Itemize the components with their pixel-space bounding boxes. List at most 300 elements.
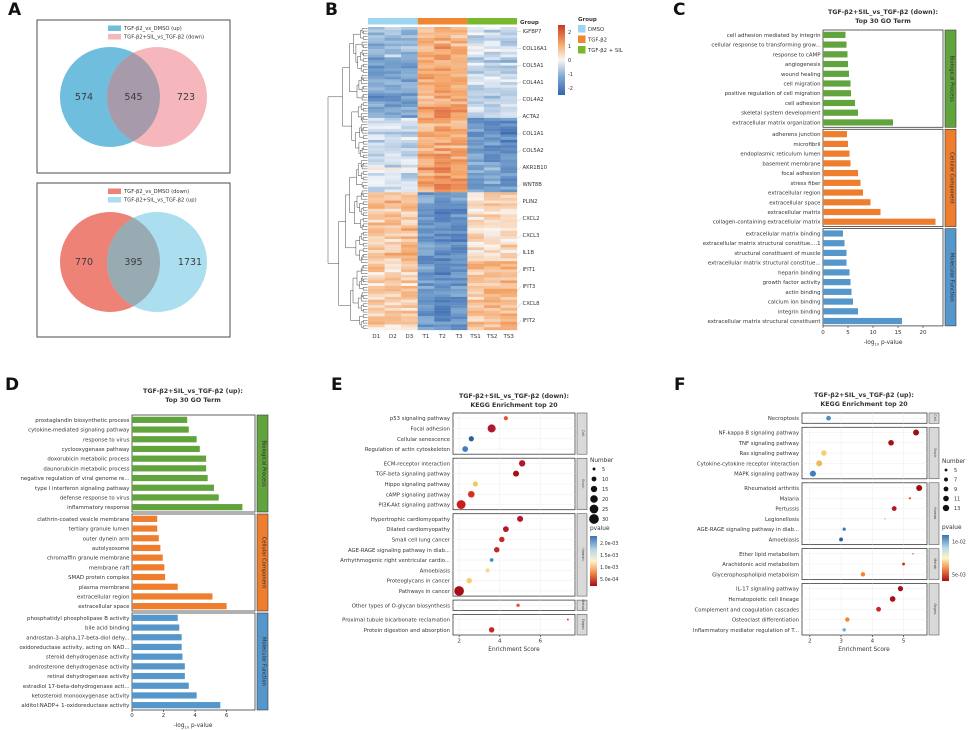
heatmap-cells xyxy=(368,27,517,330)
bar xyxy=(823,308,858,314)
row-label: Inflammatory mediator regulation of T... xyxy=(692,627,799,634)
bar xyxy=(132,545,160,551)
heatmap-cell xyxy=(484,165,501,168)
heatmap-cell xyxy=(484,198,501,201)
row-dendrogram xyxy=(328,28,368,328)
heatmap-cell xyxy=(484,192,501,195)
heatmap-cell xyxy=(467,225,484,228)
heatmap-cell xyxy=(368,156,385,159)
heatmap-cell xyxy=(401,258,418,261)
heatmap-cell xyxy=(401,57,418,60)
heatmap-cell xyxy=(484,162,501,165)
heatmap-cell xyxy=(368,324,385,327)
heatmap-cell xyxy=(484,112,501,115)
heatmap-cell xyxy=(401,55,418,58)
row-label: Necroptosis xyxy=(767,416,799,423)
gene-connector xyxy=(518,252,522,256)
venn-count: 574 xyxy=(74,92,94,103)
heatmap-cell xyxy=(500,223,517,226)
heatmap-cell xyxy=(434,201,451,204)
heatmap-cell xyxy=(500,77,517,80)
heatmap-cell xyxy=(500,198,517,201)
dot xyxy=(567,619,569,621)
facet-strip-label: Envir. xyxy=(581,479,585,489)
heatmap-cell xyxy=(434,145,451,148)
bar xyxy=(823,199,871,205)
dot xyxy=(517,516,523,522)
row-label: Protein digestion and absorption xyxy=(363,627,450,634)
heatmap-cell xyxy=(418,129,435,132)
bar-label: extracellular region xyxy=(767,190,821,197)
heatmap-cell xyxy=(434,291,451,294)
heatmap-cell xyxy=(451,184,468,187)
dot xyxy=(826,416,831,421)
heatmap-cell xyxy=(467,159,484,162)
dot xyxy=(909,497,911,499)
facet-frame xyxy=(453,614,575,635)
bar-label: extracellular space xyxy=(78,604,130,611)
heatmap-cell xyxy=(418,143,435,146)
bar-label: skeletal system development xyxy=(741,110,821,117)
heatmap-cell xyxy=(484,206,501,209)
heatmap-cell xyxy=(401,154,418,157)
bar-label: actin binding xyxy=(785,289,821,296)
column-label: D3 xyxy=(405,334,414,340)
column-label: TS2 xyxy=(486,334,498,340)
heatmap-cell xyxy=(500,239,517,242)
chart-title: Top 30 GO Term xyxy=(855,18,911,25)
dot xyxy=(519,460,525,466)
heatmap-cell xyxy=(467,220,484,223)
size-legend-dot xyxy=(590,505,599,514)
heatmap-cell xyxy=(418,71,435,74)
heatmap-cell xyxy=(451,77,468,80)
heatmap-cell xyxy=(418,187,435,190)
heatmap-cell xyxy=(484,291,501,294)
heatmap-cell xyxy=(401,134,418,137)
heatmap-cell xyxy=(418,118,435,121)
heatmap-cell xyxy=(368,308,385,311)
heatmap-cell xyxy=(401,223,418,226)
heatmap-cell xyxy=(451,118,468,121)
heatmap-cell xyxy=(385,258,402,261)
heatmap-cell xyxy=(451,239,468,242)
heatmap-cell xyxy=(385,82,402,85)
heatmap-cell xyxy=(368,118,385,121)
heatmap-cell xyxy=(385,209,402,212)
heatmap-cell xyxy=(500,112,517,115)
heatmap-cell xyxy=(467,253,484,256)
heatmap-cell xyxy=(451,49,468,52)
bar-label: structural constituent of muscle xyxy=(734,250,821,257)
heatmap-cell xyxy=(434,140,451,143)
gene-connector xyxy=(518,201,522,204)
colorbar-tick: 0 xyxy=(568,58,572,64)
heatmap-cell xyxy=(418,247,435,250)
heatmap-cell xyxy=(467,231,484,234)
heatmap-cell xyxy=(434,212,451,215)
column-label: D2 xyxy=(388,334,397,340)
heatmap-cell xyxy=(500,316,517,319)
bar xyxy=(823,110,858,116)
heatmap-cell xyxy=(467,101,484,104)
bar xyxy=(132,426,189,432)
heatmap-cell xyxy=(401,220,418,223)
heatmap-cell xyxy=(385,256,402,259)
heatmap-cell xyxy=(385,96,402,99)
heatmap-cell xyxy=(401,41,418,44)
heatmap-cell xyxy=(451,33,468,36)
heatmap-cell xyxy=(368,187,385,190)
panel-label-a: A xyxy=(8,0,22,20)
heatmap-cell xyxy=(385,140,402,143)
facet-frame xyxy=(453,514,575,596)
gene-label: IFIT1 xyxy=(522,267,536,273)
heatmap-cell xyxy=(401,236,418,239)
bar-label: adherens junction xyxy=(772,132,821,139)
heatmap-cell xyxy=(385,280,402,283)
heatmap-cell xyxy=(467,195,484,198)
heatmap-cell xyxy=(401,90,418,93)
heatmap-cell xyxy=(484,66,501,69)
heatmap-cell xyxy=(451,256,468,259)
heatmap-cell xyxy=(418,156,435,159)
heatmap-cell xyxy=(401,137,418,140)
heatmap-cell xyxy=(368,74,385,77)
heatmap-cell xyxy=(484,71,501,74)
gene-connector xyxy=(518,269,522,273)
heatmap-cell xyxy=(467,33,484,36)
heatmap-cell xyxy=(467,104,484,107)
heatmap-cell xyxy=(385,308,402,311)
heatmap-cell xyxy=(401,176,418,179)
bar-label: inflammatory response xyxy=(67,505,130,512)
heatmap-cell xyxy=(434,55,451,58)
heatmap-cell xyxy=(484,267,501,270)
heatmap-cell xyxy=(500,165,517,168)
heatmap-cell xyxy=(451,212,468,215)
heatmap-cell xyxy=(451,269,468,272)
row-label: TNF signaling pathway xyxy=(738,440,799,447)
heatmap-cell xyxy=(418,104,435,107)
heatmap-cell xyxy=(451,137,468,140)
heatmap-cell xyxy=(451,57,468,60)
heatmap-cell xyxy=(484,123,501,126)
bar-label: androsterone dehydrogenase activity xyxy=(28,664,130,671)
heatmap-cell xyxy=(500,99,517,102)
heatmap-cell xyxy=(401,247,418,250)
bar xyxy=(823,260,847,266)
row-label: TGF-beta signaling pathway xyxy=(375,471,450,478)
heatmap-cell xyxy=(467,261,484,264)
heatmap-cell xyxy=(401,234,418,237)
heatmap-cell xyxy=(385,272,402,275)
heatmap-cell xyxy=(467,107,484,110)
heatmap-cell xyxy=(401,242,418,245)
column-label: T2 xyxy=(439,334,446,340)
venn-count: 395 xyxy=(124,257,143,268)
heatmap-cell xyxy=(418,228,435,231)
colorbar-tick: 2 xyxy=(568,30,572,36)
heatmap-cell xyxy=(451,145,468,148)
heatmap-cell xyxy=(418,27,435,30)
heatmap-cell xyxy=(500,203,517,206)
heatmap-cell xyxy=(434,214,451,217)
heatmap-cell xyxy=(434,206,451,209)
axis-tick-label: 3 xyxy=(839,638,843,645)
heatmap-cell xyxy=(451,206,468,209)
heatmap-cell xyxy=(401,162,418,165)
heatmap-cell xyxy=(368,101,385,104)
heatmap-cell xyxy=(434,250,451,253)
heatmap-cell xyxy=(401,322,418,325)
heatmap-cell xyxy=(434,129,451,132)
heatmap-cell xyxy=(500,327,517,330)
bar-label: retinal dehydrogenase activity xyxy=(47,674,130,681)
chart-title: TGF-β2+SIL_vs_TGF-β2 (up): xyxy=(143,388,243,395)
heatmap-cell xyxy=(385,63,402,66)
bar-label: response to virus xyxy=(83,437,130,444)
heatmap-cell xyxy=(368,201,385,204)
heatmap-cell xyxy=(385,170,402,173)
heatmap-cell xyxy=(500,286,517,289)
gene-label: IFIT3 xyxy=(522,284,536,290)
heatmap-cell xyxy=(418,52,435,55)
heatmap-cell xyxy=(418,145,435,148)
heatmap-cell xyxy=(500,181,517,184)
annotation-title: Group xyxy=(520,20,539,26)
heatmap-cell xyxy=(385,151,402,154)
heatmap-cell xyxy=(418,316,435,319)
heatmap-cell xyxy=(368,41,385,44)
heatmap-cell xyxy=(467,311,484,314)
heatmap-cell xyxy=(451,327,468,330)
facet-strip-label: Organ. xyxy=(933,603,937,615)
heatmap-cell xyxy=(484,228,501,231)
heatmap-cell xyxy=(385,162,402,165)
heatmap-cell xyxy=(418,269,435,272)
row-label: Legionellosis xyxy=(765,516,799,523)
heatmap-cell xyxy=(484,148,501,151)
heatmap-cell xyxy=(484,46,501,49)
heatmap-cell xyxy=(500,278,517,281)
heatmap-cell xyxy=(484,115,501,118)
heatmap-cell xyxy=(418,302,435,305)
heatmap-cell xyxy=(385,156,402,159)
heatmap-cell xyxy=(500,294,517,297)
heatmap-cell xyxy=(451,214,468,217)
heatmap-cell xyxy=(484,159,501,162)
heatmap-cell xyxy=(385,71,402,74)
heatmap-cell xyxy=(418,49,435,52)
heatmap-cell xyxy=(368,137,385,140)
heatmap-cell xyxy=(385,134,402,137)
heatmap-cell xyxy=(451,60,468,63)
heatmap-cell xyxy=(451,93,468,96)
column-label: TS1 xyxy=(470,334,481,340)
heatmap-cell xyxy=(385,247,402,250)
bar-label: wound healing xyxy=(780,71,821,78)
heatmap-cell xyxy=(467,245,484,248)
heatmap-cell xyxy=(500,283,517,286)
heatmap-cell xyxy=(368,319,385,322)
heatmap-cell xyxy=(434,324,451,327)
legend-label: TGF-β2_vs_DMSO (up) xyxy=(124,26,182,33)
heatmap-cell xyxy=(467,110,484,113)
heatmap-cell xyxy=(500,118,517,121)
facet-strip-label: Cellular Component xyxy=(948,152,955,204)
row-label: Ras signaling pathway xyxy=(739,451,799,458)
heatmap-cell xyxy=(484,234,501,237)
heatmap-cell xyxy=(484,245,501,248)
bar-label: heparin binding xyxy=(778,270,821,277)
heatmap-cell xyxy=(434,33,451,36)
heatmap-cell xyxy=(484,30,501,33)
heatmap-cell xyxy=(434,294,451,297)
heatmap-cell xyxy=(401,327,418,330)
gene-label: ACTA2 xyxy=(522,114,540,120)
heatmap-cell xyxy=(451,165,468,168)
heatmap-cell xyxy=(368,300,385,303)
pvalue-tick-label: 5e-03 xyxy=(952,573,966,579)
heatmap-cell xyxy=(418,212,435,215)
heatmap-cell xyxy=(418,154,435,157)
heatmap-cell xyxy=(418,55,435,58)
heatmap-cell xyxy=(368,145,385,148)
heatmap-cell xyxy=(484,311,501,314)
heatmap-cell xyxy=(434,112,451,115)
heatmap-cell xyxy=(484,107,501,110)
bar xyxy=(132,417,187,423)
heatmap-cell xyxy=(418,231,435,234)
heatmap-cell xyxy=(484,118,501,121)
heatmap-cell xyxy=(368,234,385,237)
bar xyxy=(132,516,157,522)
heatmap-cell xyxy=(484,145,501,148)
bar-label: cellular response to transforming grow... xyxy=(711,42,821,49)
heatmap-cell xyxy=(451,253,468,256)
bar xyxy=(132,692,197,698)
heatmap-cell xyxy=(368,261,385,264)
heatmap-cell xyxy=(385,294,402,297)
bar-label: angiogenesis xyxy=(784,62,821,69)
bar-label: endoplasmic reticulum lumen xyxy=(740,151,821,158)
heatmap-cell xyxy=(401,209,418,212)
heatmap-cell xyxy=(401,297,418,300)
heatmap-cell xyxy=(401,170,418,173)
gene-label: COL4A1 xyxy=(522,80,544,86)
gene-label: AKR1B10 xyxy=(522,165,548,171)
heatmap-cell xyxy=(500,104,517,107)
heatmap-cell xyxy=(467,134,484,137)
heatmap-cell xyxy=(401,319,418,322)
heatmap-cell xyxy=(368,198,385,201)
heatmap-cell xyxy=(434,209,451,212)
bar-label: extracellular region xyxy=(76,594,130,601)
heatmap-cell xyxy=(500,35,517,38)
column-label: D1 xyxy=(372,334,381,340)
heatmap-cell xyxy=(500,66,517,69)
heatmap-cell xyxy=(385,49,402,52)
heatmap-cell xyxy=(385,231,402,234)
group-legend-label: TGF-β2 + SIL xyxy=(588,47,623,54)
heatmap-cell xyxy=(385,242,402,245)
heatmap-cell xyxy=(418,121,435,124)
heatmap-cell xyxy=(401,156,418,159)
bar-label: bile acid binding xyxy=(85,625,130,632)
heatmap-cell xyxy=(401,63,418,66)
group-legend-title: Group xyxy=(578,17,597,23)
heatmap-cell xyxy=(500,269,517,272)
heatmap-cell xyxy=(500,214,517,217)
heatmap-cell xyxy=(467,52,484,55)
heatmap-cell xyxy=(385,154,402,157)
heatmap-cell xyxy=(385,269,402,272)
heatmap-cell xyxy=(368,167,385,170)
heatmap-cell xyxy=(484,305,501,308)
heatmap-cell xyxy=(368,57,385,60)
heatmap-cell xyxy=(500,85,517,88)
heatmap-cell xyxy=(385,250,402,253)
heatmap-cell xyxy=(434,148,451,151)
heatmap-cell xyxy=(434,181,451,184)
heatmap-cell xyxy=(385,123,402,126)
pvalue-gradient xyxy=(942,535,949,581)
gene-connector xyxy=(518,218,522,222)
heatmap-cell xyxy=(467,115,484,118)
heatmap-cell xyxy=(484,44,501,47)
heatmap-cell xyxy=(484,261,501,264)
heatmap-cell xyxy=(500,107,517,110)
heatmap-cell xyxy=(451,190,468,193)
heatmap-cell xyxy=(500,74,517,77)
bar-label: positive regulation of cell migration xyxy=(724,91,821,98)
heatmap-cell xyxy=(467,93,484,96)
heatmap-cell xyxy=(467,173,484,176)
heatmap-cell xyxy=(451,272,468,275)
row-label: Arachidonic acid metabolism xyxy=(722,562,799,569)
heatmap-cell xyxy=(418,280,435,283)
heatmap-cell xyxy=(385,297,402,300)
venn-count: 723 xyxy=(176,92,196,103)
facet-strip-label: Metab. xyxy=(933,558,937,570)
heatmap-cell xyxy=(451,247,468,250)
heatmap-cell xyxy=(467,96,484,99)
heatmap-cell xyxy=(418,297,435,300)
heatmap-cell xyxy=(434,327,451,330)
bar-label: alditol:NADP+ 1-oxidoreductase activity xyxy=(21,703,130,710)
heatmap-cell xyxy=(451,154,468,157)
heatmap-cell xyxy=(418,319,435,322)
bar xyxy=(823,240,845,246)
heatmap-cell xyxy=(368,121,385,124)
gene-connector xyxy=(518,286,522,291)
heatmap-cell xyxy=(385,302,402,305)
heatmap-cell xyxy=(434,286,451,289)
bar-label: estradiol 17-beta-dehydrogenase acti... xyxy=(22,683,130,690)
heatmap-cell xyxy=(484,27,501,30)
heatmap-cell xyxy=(418,190,435,193)
heatmap-cell xyxy=(368,176,385,179)
heatmap-cell xyxy=(500,253,517,256)
panel-a-venn-diagrams xyxy=(0,0,300,365)
heatmap-cell xyxy=(401,308,418,311)
heatmap-cell xyxy=(467,79,484,82)
heatmap-cell xyxy=(368,280,385,283)
heatmap-cell xyxy=(385,291,402,294)
size-legend-dot xyxy=(943,496,949,502)
heatmap-cell xyxy=(500,126,517,129)
